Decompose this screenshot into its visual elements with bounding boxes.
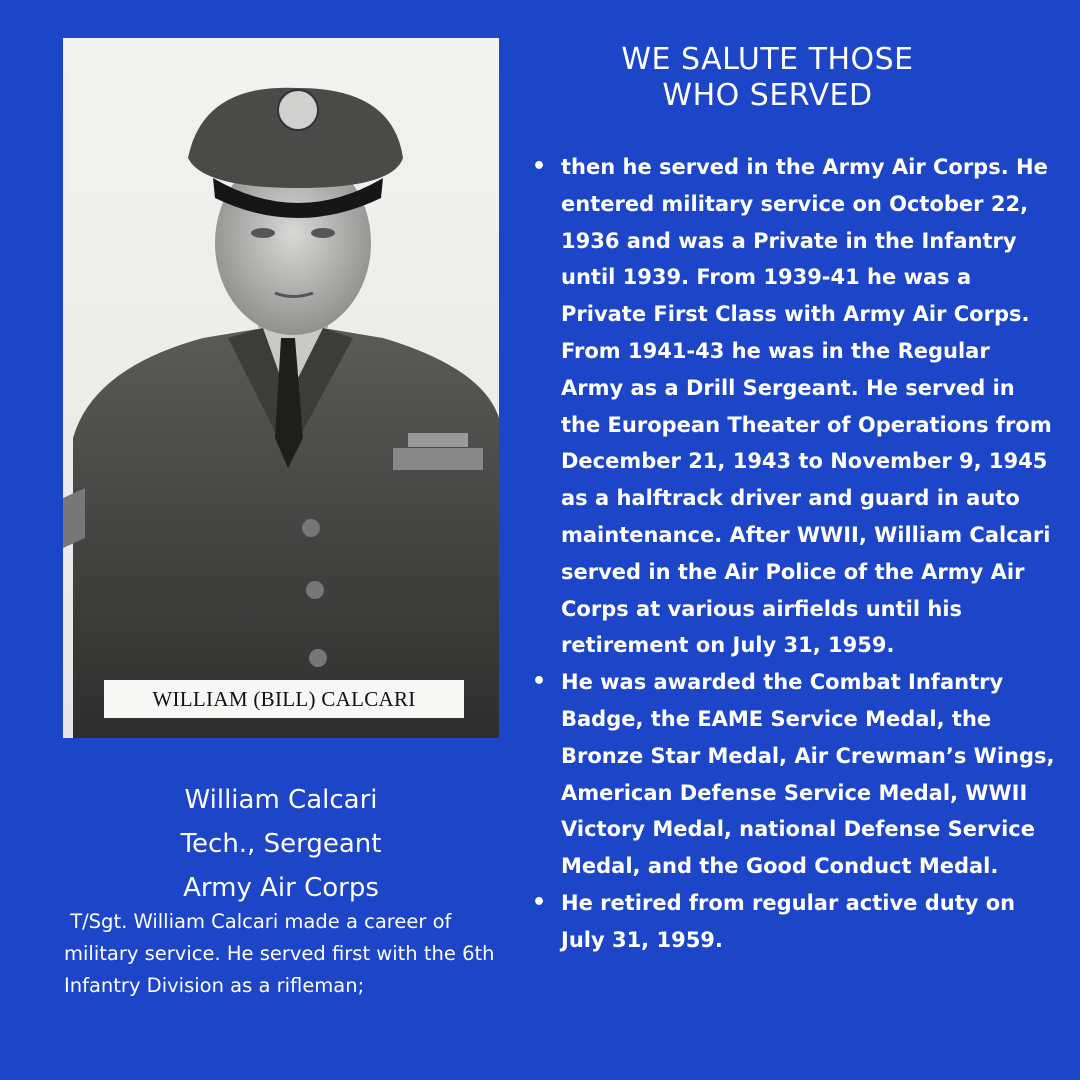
headline-line-1: WE SALUTE THOSE <box>621 42 914 77</box>
bullet-text: He was awarded the Combat Infantry Badge, the EAME Service Medal, the Bronze Star Medal, Air Crewman’s Wings, American Defense Service Medal, WWII Victory Medal, national Defense Service Medal, and the Good Conduct Medal. <box>561 670 1055 879</box>
bullet-text: He retired from regular active duty on July 31, 1959. <box>561 890 1016 952</box>
veteran-name: William Calcari <box>184 785 378 815</box>
veteran-rank: Tech., Sergeant <box>180 829 382 859</box>
portrait-photo <box>63 38 499 738</box>
bullet-dot-icon: • <box>532 154 547 179</box>
headline <box>530 42 1005 114</box>
headline-line-2: WHO SERVED <box>662 78 873 113</box>
portrait-photo-frame <box>63 38 499 738</box>
bullet-dot-icon: • <box>532 889 547 915</box>
service-bullet-list <box>530 149 1055 959</box>
bullet-text: then he served in the Army Air Corps. He entered military service on October 22, 1936 and was a Private in the Infantry until 1939. From 1939-41 he was a Private First Class with Army Air Corps. From 1941-43 he was in the Regular Army as a Drill Sergeant. He served in the European Theater of Operations from December 21, 1943 to November 9, 1945 as a halftrack driver and guard in auto maintenance. After WWII, William Calcari served in the Air Police of the Army Air Corps at various airfields until his retirement on July 31, 1959. <box>561 155 1052 658</box>
bullet-item <box>530 885 1055 959</box>
bullet-dot-icon: • <box>532 669 547 695</box>
veteran-name-block <box>63 778 499 910</box>
intro-paragraph: T/Sgt. William Calcari made a career of military service. He served first with the 6th Infantry Division as a rifleman; <box>64 910 501 997</box>
bullet-item <box>530 149 1055 664</box>
bullet-item <box>530 664 1055 885</box>
photo-caption: WILLIAM (BILL) CALCARI <box>104 680 464 718</box>
veteran-branch: Army Air Corps <box>183 873 379 903</box>
